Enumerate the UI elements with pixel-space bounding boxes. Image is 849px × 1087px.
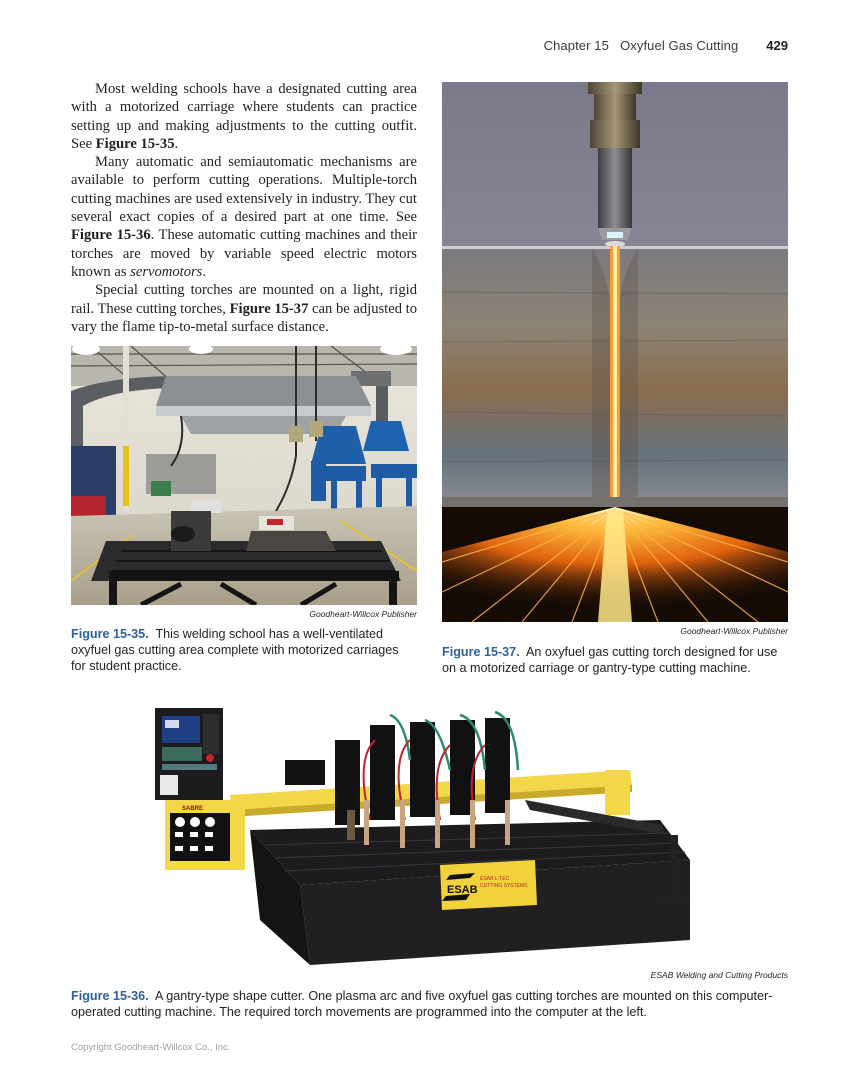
paragraph	[71, 80, 417, 153]
body-text	[71, 80, 417, 336]
text-run: .	[174, 135, 179, 152]
paragraph	[71, 281, 417, 336]
page-number: 429	[766, 38, 788, 53]
figure-reference: Figure 15-36	[71, 227, 151, 244]
figure-reference: Figure 15-37	[229, 300, 309, 317]
figure-15-37-number: Figure 15-37.	[442, 645, 520, 659]
esab-plate-line2: CUTTING SYSTEMS	[480, 883, 528, 889]
text-run: can be adjusted to vary the flame tip-to-metal surface distance.	[71, 300, 418, 335]
text-run: .	[202, 263, 207, 280]
figure-15-36-caption-text: A gantry-type shape cutter. One plasma arc and five oxyfuel gas cutting torches are mounted on this computer-operated cutting machine. The required torch movements are programmed into the computer at the left.	[71, 989, 773, 1019]
figure-15-35-caption	[71, 626, 411, 674]
figure-15-36-image	[150, 700, 715, 970]
figure-15-36-caption	[71, 988, 791, 1020]
figure-reference: Figure 15-35	[95, 135, 175, 152]
figure-15-37-caption	[442, 644, 792, 676]
text-run: Special cutting torches are mounted on a light, rigid rail. These cutting torches,	[71, 282, 417, 317]
figure-15-35-caption-text: This welding school has a well-ventilated oxyfuel gas cutting area complete with motorized carriages for student practice.	[71, 627, 399, 673]
figure-15-37-image	[442, 82, 788, 622]
copyright-footer: Copyright Goodheart-Willcox Co., Inc.	[71, 1042, 231, 1053]
figure-15-37-credit: Goodheart-Willcox Publisher	[680, 626, 788, 636]
text-run: . These automatic cutting machines and their torches are moved by variable speed electric motors known as	[71, 227, 417, 280]
esab-plate-line1: ESAB L-TEC	[480, 876, 510, 882]
figure-15-36-credit: ESAB Welding and Cutting Products	[650, 970, 788, 980]
paragraph	[71, 153, 417, 281]
figure-15-36-number: Figure 15-36.	[71, 989, 149, 1003]
esab-logo: ESAB	[447, 884, 478, 896]
figure-15-35-image	[71, 346, 417, 605]
figure-15-35-credit: Goodheart-Willcox Publisher	[309, 609, 417, 619]
sabre-label: SABRE	[182, 806, 204, 812]
running-header	[544, 38, 788, 53]
key-term: servomotors	[130, 263, 203, 280]
chapter-label: Chapter 15 Oxyfuel Gas Cutting	[543, 38, 739, 53]
text-run: Most welding schools have a designated cutting area with a motorized carriage where students can practice setting up and making adjustments to the cutting outfit. See	[71, 81, 417, 152]
figure-15-35-number: Figure 15-35.	[71, 627, 149, 641]
figure-15-37-caption-text: An oxyfuel gas cutting torch designed for use on a motorized carriage or gantry-type cutting machine.	[442, 645, 778, 675]
text-run: Many automatic and semiautomatic mechanisms are available to perform cutting operations. Multiple-torch cutting machines are used extensively in industry. They cut several exact copies of a desired part at one time. See	[71, 154, 417, 226]
